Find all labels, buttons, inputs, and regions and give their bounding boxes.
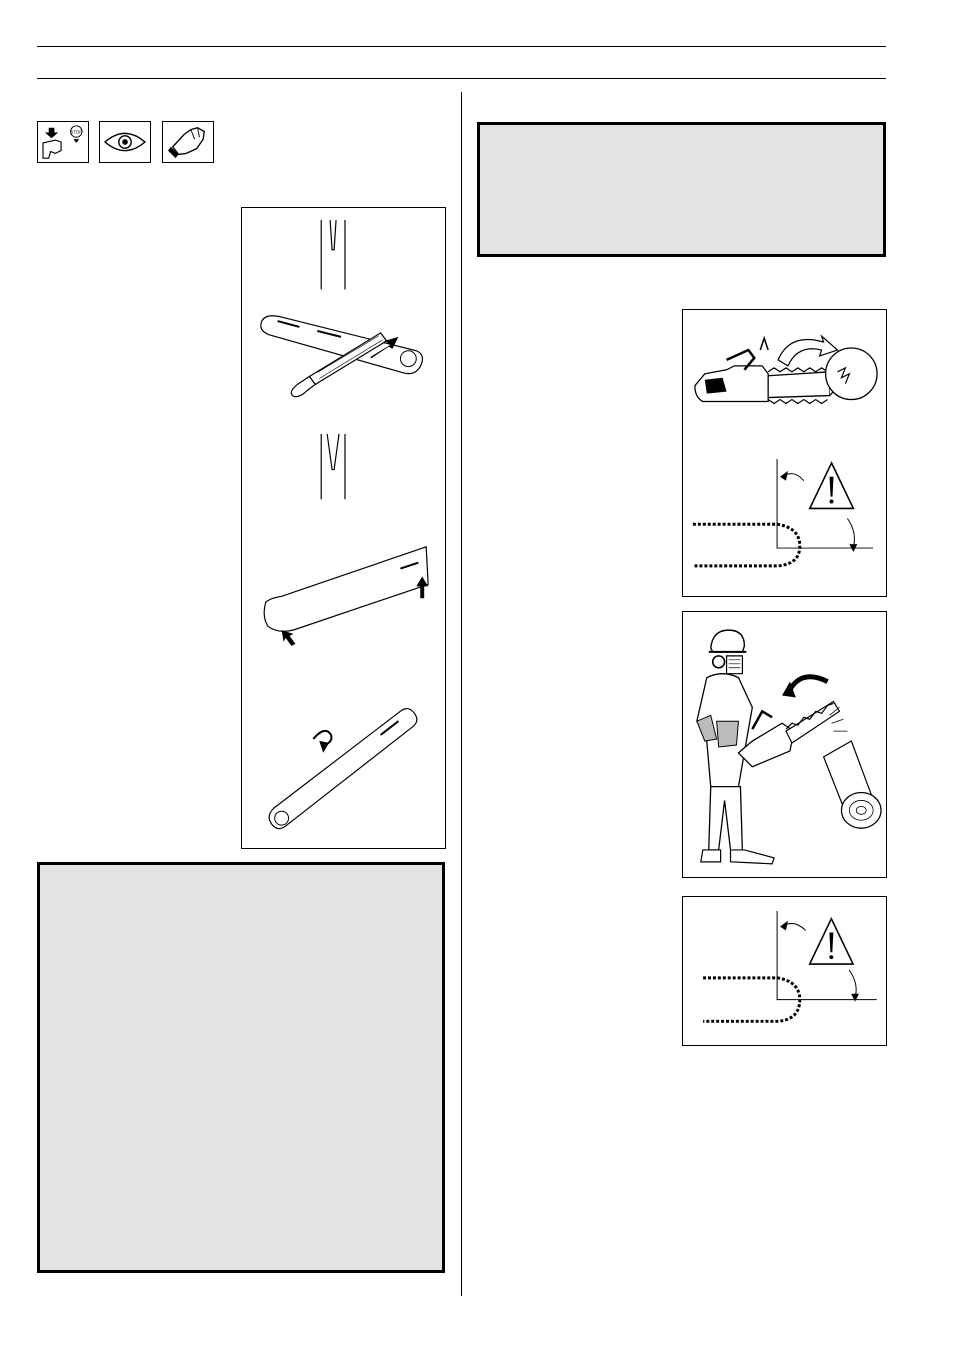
bar-oil-holes-icon: [264, 547, 428, 646]
protective-glove-icon: [162, 121, 214, 163]
bar-groove-good-icon: [321, 434, 345, 499]
chainsaw-kickback-icon: [695, 336, 877, 403]
stop-icon-label: STOP: [70, 129, 83, 135]
kickback-angle-figure: [682, 896, 887, 1046]
bar-file-icon: [261, 316, 423, 397]
log-icon: [824, 741, 881, 828]
header-rule-top: [37, 46, 886, 47]
warning-box-right: [477, 122, 886, 257]
warning-triangle-small-icon: [810, 919, 853, 964]
kickback-zone-chain-icon: [693, 459, 873, 566]
warning-triangle-icon: [810, 463, 854, 509]
warning-box-left: [37, 862, 445, 1273]
header-rule-bottom: [37, 78, 886, 79]
operator-kickback-figure: [682, 611, 887, 878]
column-divider: [461, 92, 462, 1296]
stop-engine-icon: [37, 121, 89, 163]
bar-groove-worn-icon: [321, 220, 345, 289]
eye-protection-icon: [99, 121, 151, 163]
kickback-angle-chain-icon: [703, 911, 877, 1022]
bar-maintenance-figure: [241, 207, 446, 849]
kickback-zone-figure: [682, 309, 887, 597]
bar-turn-over-icon: [269, 709, 417, 829]
